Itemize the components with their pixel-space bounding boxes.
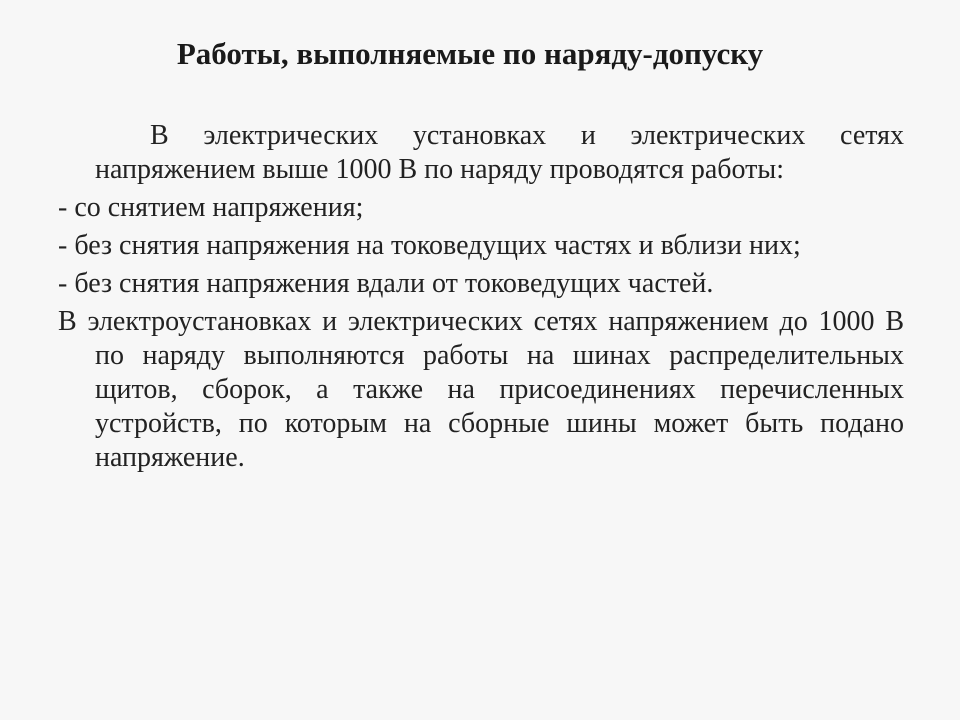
list-item-live-parts-far: - без снятия напряжения вдали от токоведущих частей.	[58, 268, 714, 299]
intro-paragraph: В электрических установках и электрических сетях напряжением выше 1000 В по наряду проводятся работы:	[95, 120, 904, 185]
closing-paragraph: В электроустановках и электрических сетях напряжением до 1000 В по наряду выполняются работы на шинах распределительных щитов, сборок, а также на присоединениях перечисленных устройств, по которым на сборные шины может быть подано напряжение.	[58, 306, 904, 473]
list-item-with-voltage-removal: - со снятием напряжения;	[58, 192, 364, 223]
slide-body	[58, 119, 904, 475]
list-item-live-parts-near: - без снятия напряжения на токоведущих частях и вблизи них;	[58, 230, 801, 261]
slide-title: Работы, выполняемые по наряду-допуску	[176, 36, 764, 71]
